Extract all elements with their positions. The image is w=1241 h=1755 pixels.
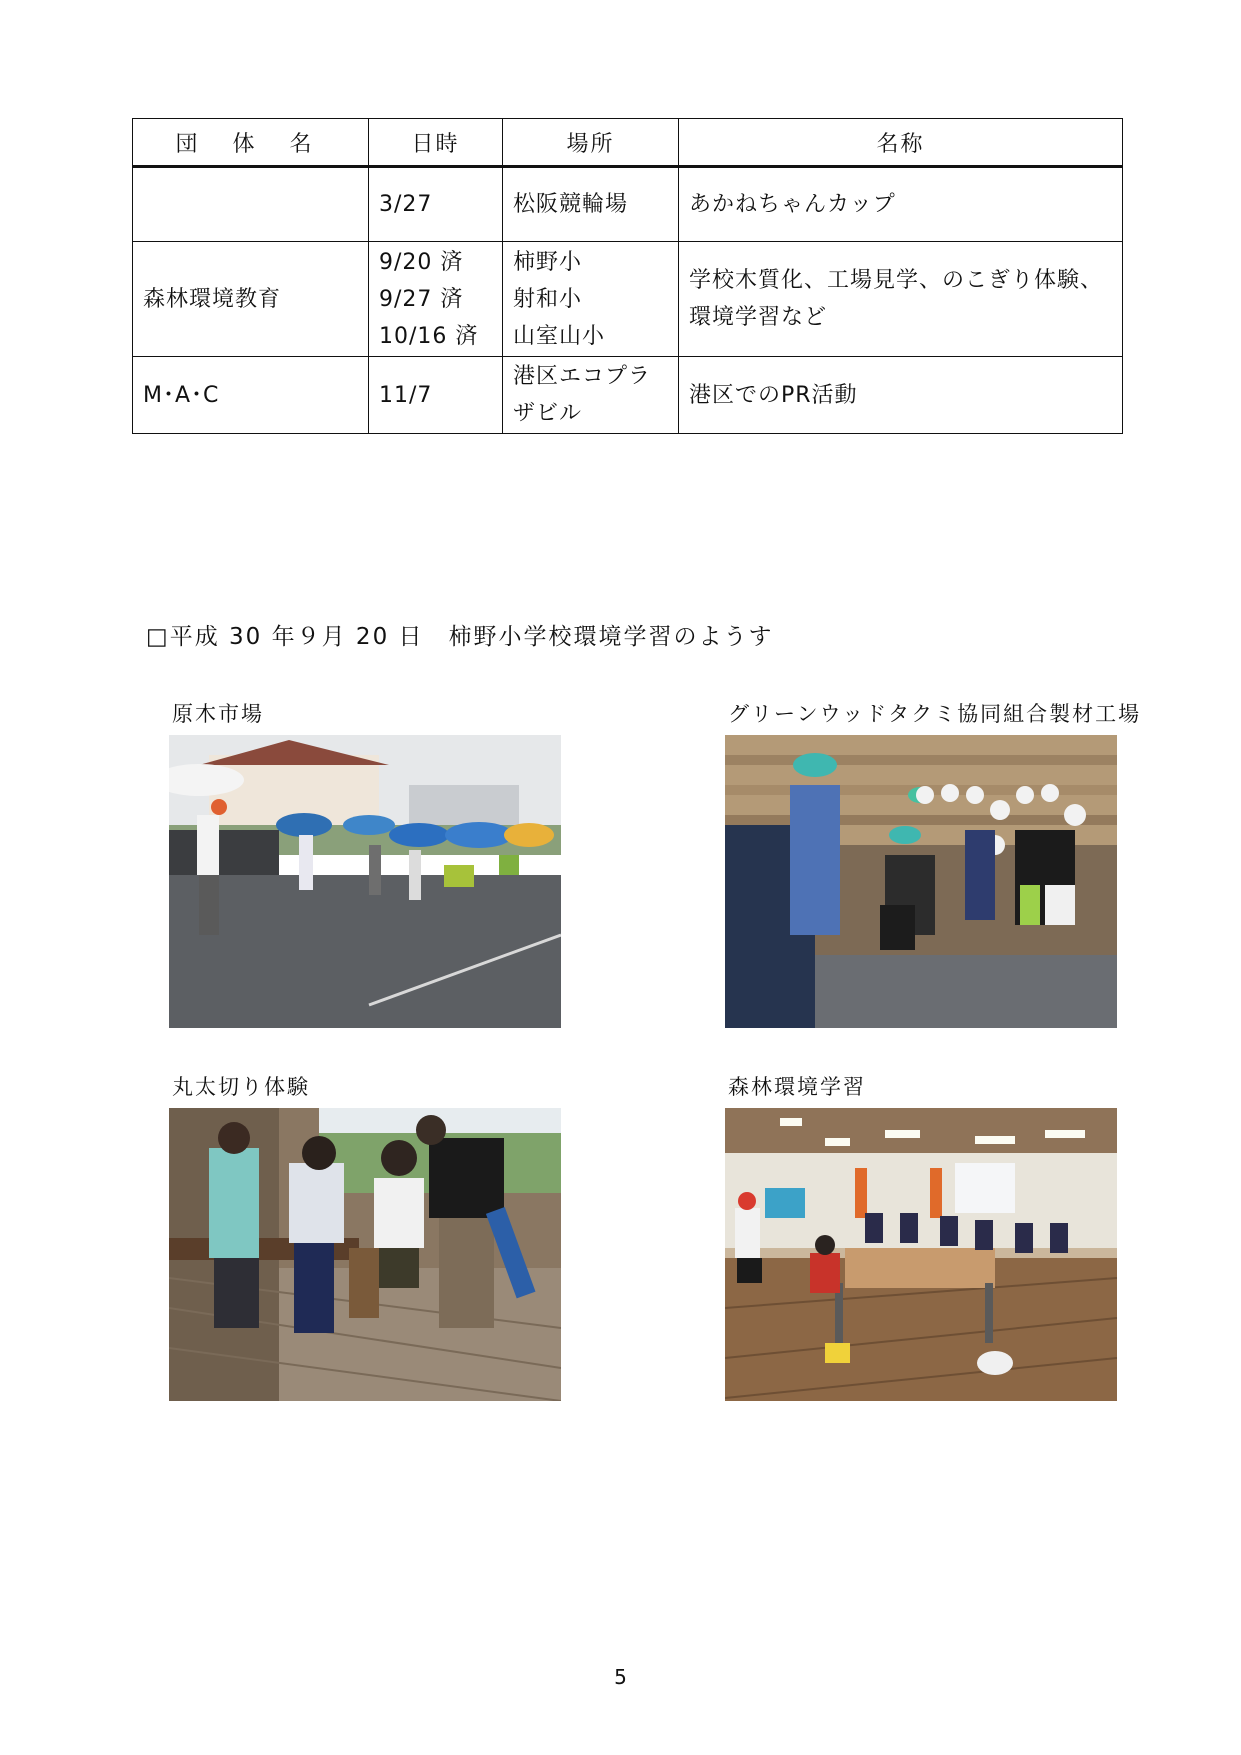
photo-caption-log-market: 原木市場 xyxy=(172,702,264,726)
place-line: ザビル xyxy=(513,401,583,426)
table-row xyxy=(133,242,1123,357)
table-row xyxy=(133,357,1123,434)
place-line: 港区エコプラ xyxy=(513,364,652,389)
photo-log-cutting xyxy=(169,1108,561,1401)
place-line: 山室山小 xyxy=(513,323,606,349)
section-heading: □平成 30 年９月 20 日 柿野小学校環境学習のようす xyxy=(146,624,774,650)
place-line: 射和小 xyxy=(513,286,583,312)
cell-event-name: あかねちゃんカップ xyxy=(679,167,1123,242)
header-event-name: 名称 xyxy=(679,119,1123,167)
cell-group xyxy=(133,167,369,242)
date-line: 10/16 済 xyxy=(379,323,479,349)
table-row xyxy=(133,167,1123,242)
header-date: 日時 xyxy=(369,119,503,167)
cell-group: M･A･C xyxy=(133,357,369,434)
date-line: 9/27 済 xyxy=(379,286,464,312)
cell-dates xyxy=(369,242,503,357)
photo-caption-sawmill: グリーンウッドタクミ協同組合製材工場 xyxy=(728,702,1142,726)
cell-group: 森林環境教育 xyxy=(133,242,369,357)
cell-date: 11/7 xyxy=(369,357,503,434)
date-line: 9/20 済 xyxy=(379,249,464,275)
photo-sawmill xyxy=(725,735,1117,1028)
cell-place: 松阪競輪場 xyxy=(503,167,679,242)
cell-places xyxy=(503,242,679,357)
cell-places xyxy=(503,357,679,434)
photo-caption-forest-study: 森林環境学習 xyxy=(728,1075,866,1099)
photo-forest-study xyxy=(725,1108,1117,1401)
cell-date: 3/27 xyxy=(369,167,503,242)
cell-event-name: 港区でのPR活動 xyxy=(679,357,1123,434)
header-group-name: 団 体 名 xyxy=(133,119,369,167)
header-place: 場所 xyxy=(503,119,679,167)
page-number: 5 xyxy=(614,1665,627,1689)
event-schedule-table xyxy=(132,118,1123,434)
cell-event-name: 学校木質化、工場見学、のこぎり体験、環境学習など xyxy=(679,242,1123,357)
table-header-row xyxy=(133,119,1123,167)
photo-caption-log-cutting: 丸太切り体験 xyxy=(172,1075,310,1099)
place-line: 柿野小 xyxy=(513,249,583,275)
photo-log-market xyxy=(169,735,561,1028)
